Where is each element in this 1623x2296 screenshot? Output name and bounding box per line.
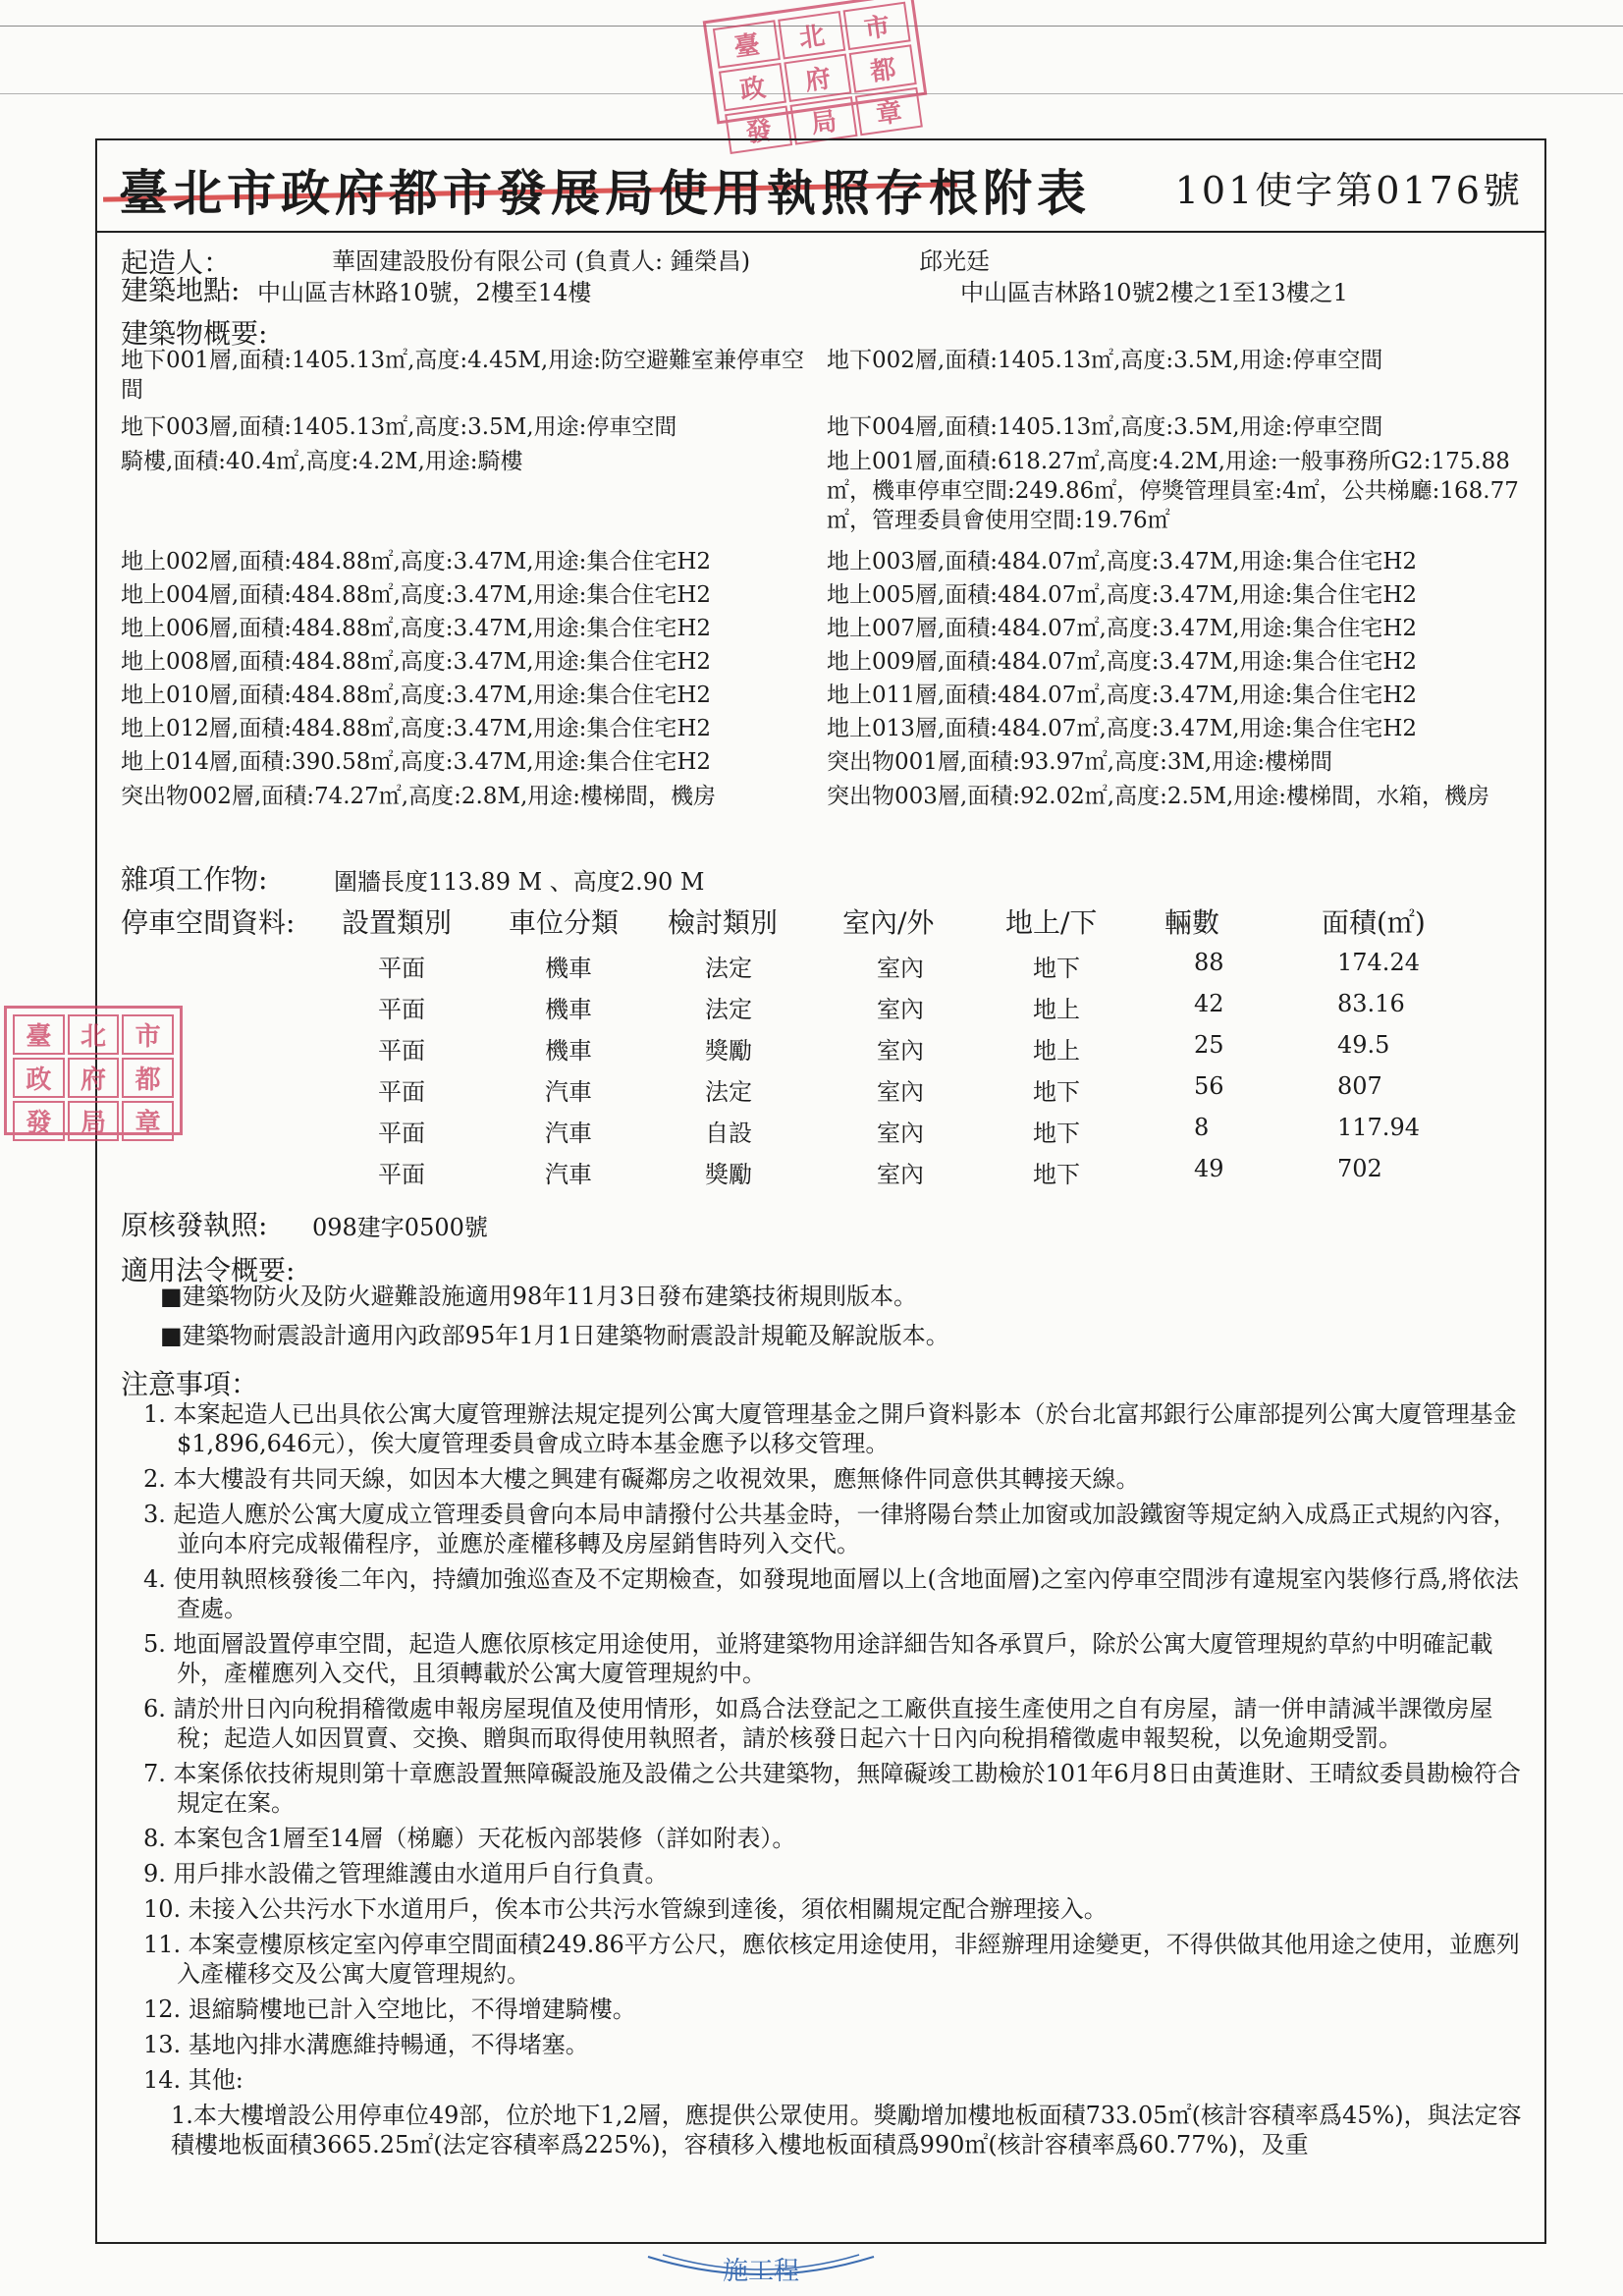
parking-header-category: 車位分類 bbox=[509, 906, 620, 939]
parking-cell: 室內 bbox=[877, 1120, 924, 1147]
parking-header-review: 檢討類別 bbox=[668, 906, 779, 939]
floor-r3: 突出物003層,面積:92.02㎡,高度:2.5M,用途:樓梯間，水箱，機房 bbox=[827, 784, 1490, 809]
floor-2f: 地上002層,面積:484.88㎡,高度:3.47M,用途:集合住宅H2 bbox=[121, 549, 712, 574]
note-14-sub: 1.本大樓增設公用停車位49部，位於地下1,2層，應提供公眾使用。獎勵增加樓地板面積733.05㎡(核計容積率爲45%)，與法定容積樓地板面積3665.25㎡(法定容積率爲225%)，容積移入樓地板面積爲990㎡(核計容積率爲60.77%)，及重 bbox=[171, 2102, 1522, 2159]
notes-list bbox=[143, 1399, 1528, 2159]
parking-cell: 機車 bbox=[545, 996, 592, 1023]
note-item: 12. 退縮騎樓地已計入空地比，不得增建騎樓。 bbox=[143, 1995, 636, 2023]
parking-cell: 地下 bbox=[1033, 1078, 1080, 1106]
footer-mark-text: 施工程 bbox=[722, 2257, 799, 2286]
floor-1f: 地上001層,面積:618.27㎡,高度:4.2M,用途:一般事務所G2:175.88㎡，機車停車空間:249.86㎡，停獎管理員室:4㎡，公共梯廳:168.77㎡，管理委員會使用空間:19.76㎡ bbox=[827, 449, 1519, 533]
note-item: 13. 基地內排水溝應維持暢通，不得堵塞。 bbox=[143, 2031, 589, 2058]
parking-cell: 702 bbox=[1337, 1155, 1382, 1182]
parking-cell: 汽車 bbox=[545, 1078, 592, 1106]
title-bar bbox=[95, 138, 1546, 233]
seal-glyph: 局 bbox=[789, 96, 857, 145]
floor-5f: 地上005層,面積:484.07㎡,高度:3.47M,用途:集合住宅H2 bbox=[827, 582, 1418, 608]
parking-cell: 8 bbox=[1194, 1114, 1210, 1141]
note-item: 11. 本案壹樓原核定室內停車空間面積249.86平方公尺，應依核定用途使用，非經辦理用途變更，不得供做其他用途之使用，並應列入產權移交及公寓大廈管理規約。 bbox=[143, 1931, 1520, 1988]
parking-cell: 49.5 bbox=[1337, 1031, 1390, 1059]
notes-label: 注意事項： bbox=[121, 1368, 259, 1400]
parking-header-count: 輛數 bbox=[1164, 906, 1220, 939]
parking-cell: 807 bbox=[1337, 1072, 1382, 1100]
overview-label: 建築物概要: bbox=[121, 317, 268, 350]
parking-cell: 自設 bbox=[705, 1120, 752, 1147]
floor-11f: 地上011層,面積:484.07㎡,高度:3.47M,用途:集合住宅H2 bbox=[827, 683, 1418, 708]
floor-3f: 地上003層,面積:484.07㎡,高度:3.47M,用途:集合住宅H2 bbox=[827, 549, 1418, 574]
floor-8f: 地上008層,面積:484.88㎡,高度:3.47M,用途:集合住宅H2 bbox=[121, 649, 712, 675]
floor-13f: 地上013層,面積:484.07㎡,高度:3.47M,用途:集合住宅H2 bbox=[827, 716, 1418, 741]
parking-header-level: 地上/下 bbox=[1005, 906, 1098, 939]
seal-glyph: 章 bbox=[855, 87, 923, 137]
floor-4f: 地上004層,面積:484.88㎡,高度:3.47M,用途:集合住宅H2 bbox=[121, 582, 712, 608]
seal-glyph: 都 bbox=[849, 44, 917, 93]
note-item: 7. 本案係依技術規則第十章應設置無障礙設施及設備之公共建築物，無障礙竣工勘檢於101年6月8日由黃進財、王晴紋委員勘檢符合規定在案。 bbox=[143, 1760, 1521, 1817]
parking-cell: 83.16 bbox=[1337, 990, 1405, 1017]
parking-cell: 機車 bbox=[545, 955, 592, 982]
seal-glyph: 發 bbox=[13, 1101, 65, 1141]
parking-cell: 室內 bbox=[877, 1078, 924, 1106]
note-item: 4. 使用執照核發後二年內，持續加強巡查及不定期檢查，如發現地面層以上(含地面層)之室內停車空間涉有違規室內裝修行爲,將依法查處。 bbox=[143, 1565, 1519, 1622]
note-item: 14. 其他: bbox=[143, 2066, 243, 2094]
note-item: 10. 未接入公共污水下水道用戶，俟本市公共污水管線到達後，須依相關規定配合辦理接入。 bbox=[143, 1895, 1108, 1923]
floor-10f: 地上010層,面積:484.88㎡,高度:3.47M,用途:集合住宅H2 bbox=[121, 683, 712, 708]
parking-cell: 平面 bbox=[378, 1078, 425, 1106]
parking-header-type: 設置類別 bbox=[342, 906, 453, 939]
law-item-seismic: ■建築物耐震設計適用內政部95年1月1日建築物耐震設計規範及解說版本。 bbox=[160, 1322, 949, 1349]
seal-glyph: 章 bbox=[122, 1101, 174, 1141]
seal-glyph: 臺 bbox=[713, 20, 781, 69]
permit-number: 101使字第0176號 bbox=[1174, 169, 1523, 212]
parking-cell: 室內 bbox=[877, 955, 924, 982]
parking-cell: 汽車 bbox=[545, 1161, 592, 1188]
floor-b1: 地下001層,面積:1405.13㎡,高度:4.45M,用途:防空避難室兼停車空間 bbox=[121, 348, 804, 403]
parking-cell: 獎勵 bbox=[705, 1037, 752, 1065]
floor-r2: 突出物002層,面積:74.27㎡,高度:2.8M,用途:樓梯間，機房 bbox=[121, 784, 717, 809]
parking-cell: 室內 bbox=[877, 996, 924, 1023]
parking-cell: 平面 bbox=[378, 1037, 425, 1065]
parking-cell: 49 bbox=[1194, 1155, 1224, 1182]
note-item: 6. 請於卅日內向稅捐稽徵處申報房屋現值及使用情形，如爲合法登記之工廠供直接生產使用之自有房屋，請一併申請減半課徵房屋稅；起造人如因買賣、交換、贈與而取得使用執照者，請於核發日起六十日內向稅捐稽徵處申報契稅，以免逾期受罰。 bbox=[143, 1695, 1493, 1752]
footer-mark bbox=[643, 2249, 879, 2288]
parking-label: 停車空間資料: bbox=[121, 906, 296, 939]
floor-7f: 地上007層,面積:484.07㎡,高度:3.47M,用途:集合住宅H2 bbox=[827, 616, 1418, 641]
parking-cell: 56 bbox=[1194, 1072, 1224, 1100]
parking-cell: 汽車 bbox=[545, 1120, 592, 1147]
seal-glyph: 北 bbox=[778, 11, 845, 60]
parking-cell: 室內 bbox=[877, 1037, 924, 1065]
seal-glyph: 府 bbox=[784, 54, 851, 103]
floor-arcade: 騎樓,面積:40.4㎡,高度:4.2M,用途:騎樓 bbox=[121, 449, 523, 474]
laws-label: 適用法令概要: bbox=[121, 1254, 296, 1286]
floor-6f: 地上006層,面積:484.88㎡,高度:3.47M,用途:集合住宅H2 bbox=[121, 616, 712, 641]
parking-cell: 174.24 bbox=[1337, 949, 1420, 976]
parking-header-area: 面積(㎡) bbox=[1322, 906, 1426, 939]
misc-value: 圍牆長度113.89 M 、高度2.90 M bbox=[334, 868, 705, 896]
parking-cell: 法定 bbox=[705, 996, 752, 1023]
seal-glyph: 府 bbox=[68, 1058, 120, 1098]
parking-cell: 室內 bbox=[877, 1161, 924, 1188]
floor-b3: 地下003層,面積:1405.13㎡,高度:3.5M,用途:停車空間 bbox=[121, 414, 677, 440]
builder-name: 華固建設股份有限公司 (負責人: 鍾榮昌) bbox=[332, 247, 751, 275]
seal-glyph: 局 bbox=[68, 1101, 120, 1141]
law-item-fire: ■建築物防火及防火避難設施適用98年11月3日發布建築技術規則版本。 bbox=[160, 1283, 918, 1310]
parking-cell: 88 bbox=[1194, 949, 1224, 976]
note-item: 2. 本大樓設有共同天線，如因本大樓之興建有礙鄰房之收視效果，應無條件同意供其轉接天線。 bbox=[143, 1465, 1140, 1493]
misc-label: 雜項工作物: bbox=[121, 863, 268, 896]
note-item: 9. 用戶排水設備之管理維護由水道用戶自行負責。 bbox=[143, 1860, 669, 1887]
parking-cell: 地下 bbox=[1033, 1120, 1080, 1147]
parking-cell: 25 bbox=[1194, 1031, 1224, 1059]
parking-cell: 117.94 bbox=[1337, 1114, 1420, 1141]
note-item: 3. 起造人應於公寓大廈成立管理委員會向本局申請撥付公共基金時，一律將陽台禁止加窗或加設鐵窗等規定納入成爲正式規約內容，並向本府完成報備程序，並應於產權移轉及房屋銷售時列入交代。 bbox=[143, 1501, 1517, 1558]
official-seal-left bbox=[4, 1006, 183, 1138]
seal-glyph: 北 bbox=[68, 1014, 120, 1055]
parking-cell: 42 bbox=[1194, 990, 1224, 1017]
parking-cell: 平面 bbox=[378, 996, 425, 1023]
seal-glyph: 政 bbox=[13, 1058, 65, 1098]
original-permit-label: 原核發執照: bbox=[121, 1209, 268, 1241]
seal-glyph: 發 bbox=[725, 105, 792, 154]
note-item: 8. 本案包含1層至14層（梯廳）天花板內部裝修（詳如附表）。 bbox=[143, 1825, 796, 1852]
note-item: 5. 地面層設置停車空間，起造人應依原核定用途使用，並將建築物用途詳細告知各承買戶，除於公寓大廈管理規約草約中明確記載外，產權應列入交代，且須轉載於公寓大廈管理規約中。 bbox=[143, 1630, 1493, 1687]
floor-12f: 地上012層,面積:484.88㎡,高度:3.47M,用途:集合住宅H2 bbox=[121, 716, 712, 741]
parking-cell: 法定 bbox=[705, 955, 752, 982]
note-item: 1. 本案起造人已出具依公寓大廈管理辦法規定提列公寓大廈管理基金之開戶資料影本（於台北富邦銀行公庫部提列公寓大廈管理基金$1,896,646元），俟大廈管理委員會成立時本基金應予以移交管理。 bbox=[143, 1400, 1517, 1457]
seal-glyph: 政 bbox=[719, 63, 786, 112]
builder-label: 起造人： bbox=[121, 246, 232, 279]
original-permit-value: 098建字0500號 bbox=[312, 1214, 488, 1241]
floor-9f: 地上009層,面積:484.07㎡,高度:3.47M,用途:集合住宅H2 bbox=[827, 649, 1418, 675]
floor-b4: 地下004層,面積:1405.13㎡,高度:3.5M,用途:停車空間 bbox=[827, 414, 1383, 440]
parking-cell: 獎勵 bbox=[705, 1161, 752, 1188]
site-address-2: 中山區吉林路10號2樓之1至13樓之1 bbox=[960, 279, 1348, 306]
floor-r1: 突出物001層,面積:93.97㎡,高度:3M,用途:樓梯間 bbox=[827, 749, 1333, 775]
parking-cell: 平面 bbox=[378, 955, 425, 982]
seal-glyph: 都 bbox=[122, 1058, 174, 1098]
floor-14f: 地上014層,面積:390.58㎡,高度:3.47M,用途:集合住宅H2 bbox=[121, 749, 712, 775]
parking-cell: 法定 bbox=[705, 1078, 752, 1106]
official-seal-top bbox=[703, 0, 928, 149]
floor-b2: 地下002層,面積:1405.13㎡,高度:3.5M,用途:停車空間 bbox=[827, 348, 1383, 373]
seal-glyph: 市 bbox=[122, 1014, 174, 1055]
seal-glyph: 臺 bbox=[13, 1014, 65, 1055]
page-title: 臺北市政府都市發展局使用執照存根附表 bbox=[119, 164, 1091, 222]
parking-cell: 地下 bbox=[1033, 955, 1080, 982]
parking-cell: 地上 bbox=[1033, 996, 1080, 1023]
parking-cell: 地下 bbox=[1033, 1161, 1080, 1188]
parking-cell: 平面 bbox=[378, 1120, 425, 1147]
site-label: 建築地點: bbox=[121, 274, 241, 306]
site-address: 中山區吉林路10號，2樓至14樓 bbox=[257, 279, 592, 306]
parking-cell: 平面 bbox=[378, 1161, 425, 1188]
parking-cell: 地上 bbox=[1033, 1037, 1080, 1065]
parking-header-inout: 室內/外 bbox=[842, 906, 935, 939]
parking-cell: 機車 bbox=[545, 1037, 592, 1065]
seal-glyph: 市 bbox=[843, 2, 911, 51]
builder-extra: 邱光廷 bbox=[919, 247, 990, 275]
